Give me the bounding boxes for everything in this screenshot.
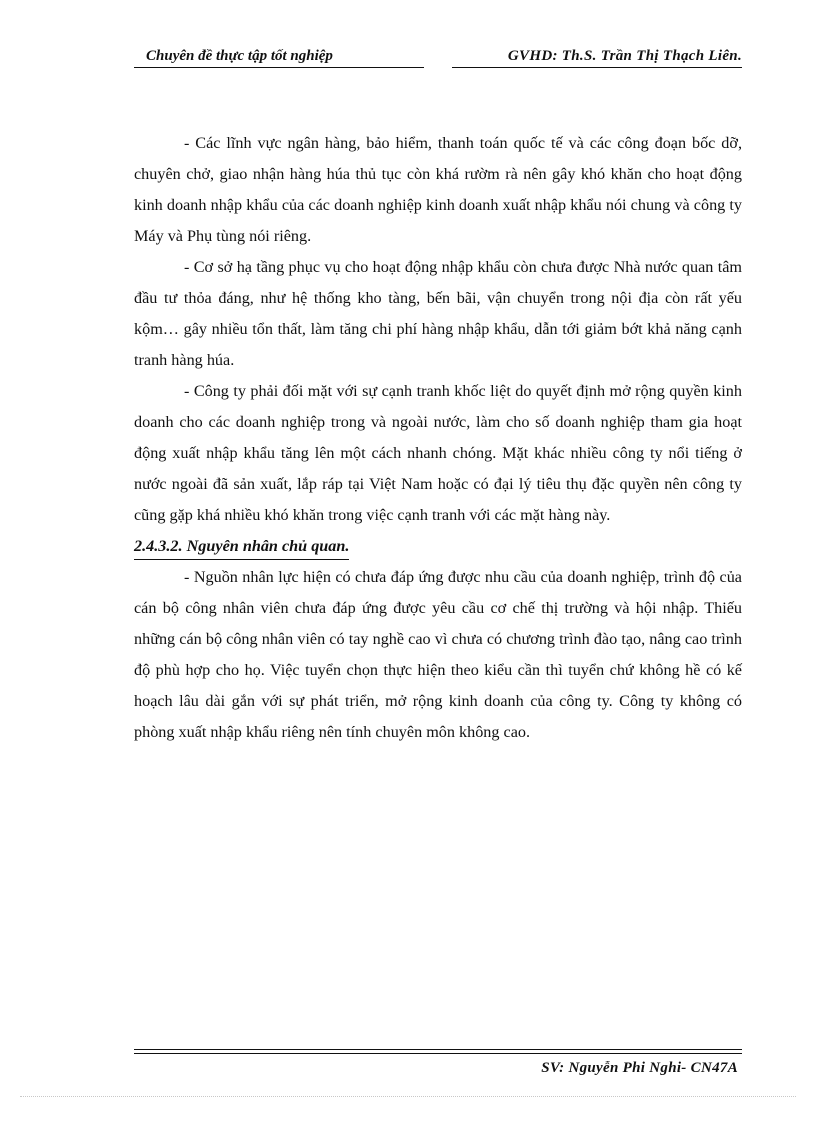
section-heading: 2.4.3.2. Nguyên nhân chủ quan. [134,533,349,560]
paragraph-4: - Nguồn nhân lực hiện có chưa đáp ứng được nhu cầu của doanh nghiệp, trình độ của cán bộ công nhân viên chưa đáp ứng được yêu cầu cơ chế thị trường và hội nhập. Thiếu những cán bộ công nhân viên có tay nghề cao vì chưa có chương trình đào tạo, nâng cao trình độ phù hợp cho họ. Việc tuyển chọn thực hiện theo kiểu cần thì tuyển chứ không hề có kế hoạch lâu dài gắn với sự phát triển, mở rộng kinh doanh của công ty. Công ty không có phòng xuất nhập khẩu riêng nên tính chuyên môn không cao. [134,568,742,741]
document-body [134,128,742,748]
paragraph-3: - Công ty phải đối mặt với sự cạnh tranh khốc liệt do quyết định mở rộng quyền kinh doanh cho các doanh nghiệp trong và ngoài nước, làm cho số doanh nghiệp tham gia hoạt động xuất nhập khẩu tăng lên một cách nhanh chóng. Mặt khác nhiều công ty nổi tiếng ở nước ngoài đã sản xuất, lắp ráp tại Việt Nam hoặc có đại lý tiêu thụ đặc quyền nên công ty cũng gặp khá nhiều khó khăn trong việc cạnh tranh với các mặt hàng này. [134,382,742,524]
page-header [134,48,742,72]
page-footer [134,1049,742,1077]
footer-rule-bottom [134,1053,742,1054]
footer-student: SV: Nguyễn Phi Nghi- CN47A [541,1060,738,1076]
header-advisor: GVHD: Th.S. Trần Thị Thạch Liên. [452,48,742,68]
section-heading-wrap [134,531,742,562]
footer-rule-top [134,1049,742,1050]
page-bottom-border [20,1096,796,1097]
paragraph-1: - Các lĩnh vực ngân hàng, bảo hiểm, thanh toán quốc tế và các công đoạn bốc dỡ, chuyên chở, giao nhận hàng húa thủ tục còn khá rườm rà nên gây khó khăn cho hoạt động kinh doanh nhập khẩu của các doanh nghiệp kinh doanh xuất nhập khẩu nói chung và công ty Máy và Phụ tùng nói riêng. [134,134,742,245]
header-title: Chuyên đề thực tập tốt nghiệp [134,48,424,68]
paragraph-2: - Cơ sở hạ tầng phục vụ cho hoạt động nhập khẩu còn chưa được Nhà nước quan tâm đầu tư thỏa đáng, như hệ thống kho tàng, bến bãi, vận chuyển trong nội địa còn rất yếu kộm… gây nhiều tổn thất, làm tăng chi phí hàng nhập khẩu, dẫn tới giảm bớt khả năng cạnh tranh hàng húa. [134,258,742,369]
